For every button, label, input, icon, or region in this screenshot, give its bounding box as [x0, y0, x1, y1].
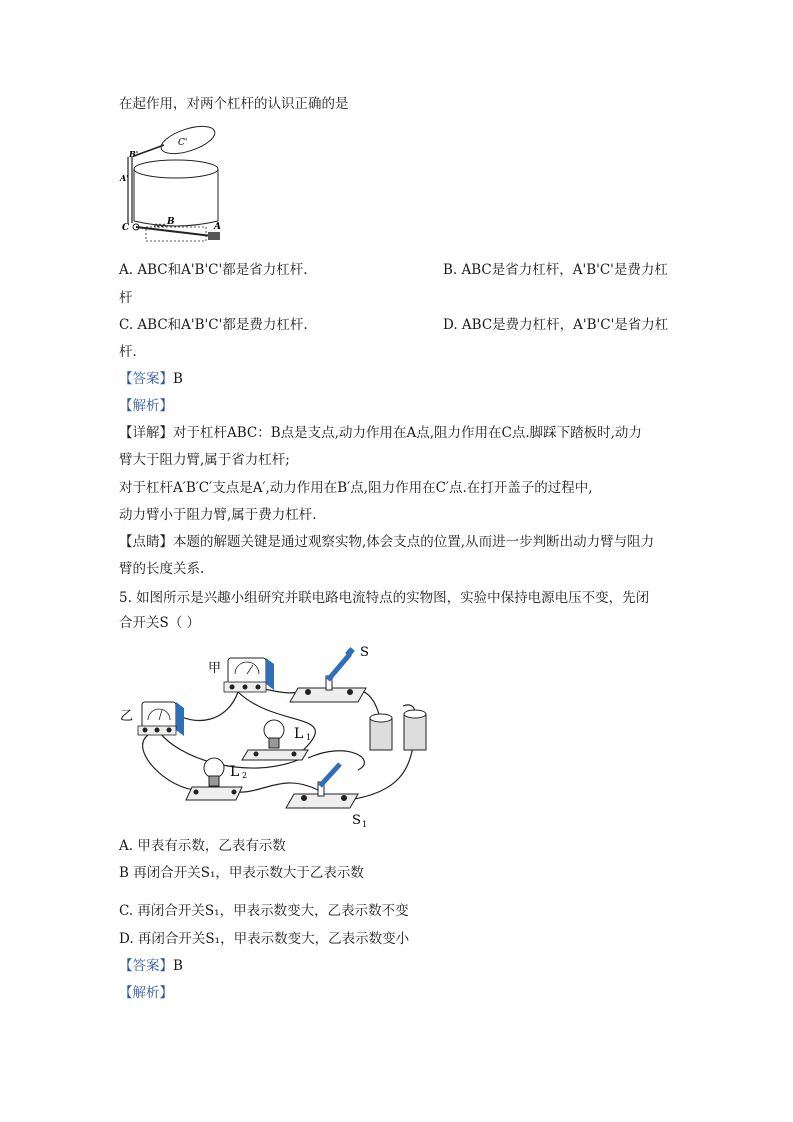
q5-option-d: D. 再闭合开关S₁，甲表示数变大，乙表示数变小 [119, 931, 410, 947]
q5-option-c: C. 再闭合开关S₁，甲表示数变大，乙表示数不变 [119, 903, 409, 919]
q4-option-d: D. ABC是费力杠杆，A'B'C'是省力杠 [443, 317, 669, 333]
label-s1: S [352, 813, 361, 828]
q5-analysis-tag: 【解析】 [119, 985, 173, 1001]
q4-option-c: C. ABC和A'B'C'都是费力杠杆. [119, 317, 308, 333]
q5-circuit-figure [118, 640, 438, 832]
q4-analysis-tag: 【解析】 [119, 398, 173, 414]
label-l1-sub: 1 [306, 733, 312, 742]
label-jia: 甲 [208, 661, 222, 676]
q4-comment: 【点睛】本题的解题关键是通过观察实物,体会支点的位置,从而进一步判断出动力臂与阻力 [119, 534, 655, 550]
q4-detail-line3: 对于杠杆A′B′C′支点是A′,动力作用在B′点,阻力作用在C′点.在打开盖子的过程中, [119, 480, 593, 496]
ammeter-yi [138, 702, 184, 736]
q4-option-b: B. ABC是省力杠杆，A'B'C'是费力杠 [443, 262, 668, 278]
q4-answer: 【答案】B [119, 371, 183, 387]
q4-stem-tail: 在起作用，对两个杠杆的认识正确的是 [119, 96, 349, 112]
q4-detail-line2: 臂大于阻力臂,属于省力杠杆; [119, 452, 290, 468]
switch-s [290, 647, 366, 702]
q5-answer: 【答案】B [119, 958, 183, 974]
label-l2-sub: 2 [242, 771, 248, 780]
ammeter-jia [224, 658, 274, 692]
q4-option-b-cont: 杆 [119, 290, 133, 306]
label-l1: L [294, 726, 304, 742]
label-s1-sub: 1 [362, 820, 368, 829]
switch-s1 [286, 764, 358, 808]
label-l2: L [230, 764, 240, 780]
label-b: B [167, 217, 175, 227]
battery-pack [370, 710, 426, 750]
label-yi: 乙 [120, 709, 134, 724]
q4-option-a: A. ABC和A'B'C'都是省力杠杆. [119, 262, 308, 278]
q5-option-a: A. 甲表有示数，乙表有示数 [119, 838, 286, 854]
label-b-prime: B' [129, 149, 139, 159]
q4-comment-line2: 臂的长度关系. [119, 561, 205, 577]
q5-stem-line1: 5. 如图所示是兴趣小组研究并联电路电流特点的实物图，实验中保持电源电压不变，先闭 [119, 590, 650, 606]
q5-option-b: B 再闭合开关S₁，甲表示数大于乙表示数 [119, 865, 364, 881]
label-a: A [214, 222, 221, 232]
label-c: C [122, 223, 130, 233]
label-c-prime: C' [178, 138, 188, 148]
q4-option-d-cont: 杆. [119, 344, 137, 360]
q4-detail-line4: 动力臂小于阻力臂,属于费力杠杆. [119, 507, 317, 523]
label-a-prime: A' [120, 173, 129, 183]
q4-lever-figure [116, 123, 226, 248]
q5-stem-line2: 合开关S（ ） [119, 615, 201, 631]
q4-detail: 【详解】对于杠杆ABC：B点是支点,动力作用在A点,阻力作用在C点.脚踩下踏板时,动力 [119, 425, 642, 441]
label-s: S [360, 645, 369, 660]
